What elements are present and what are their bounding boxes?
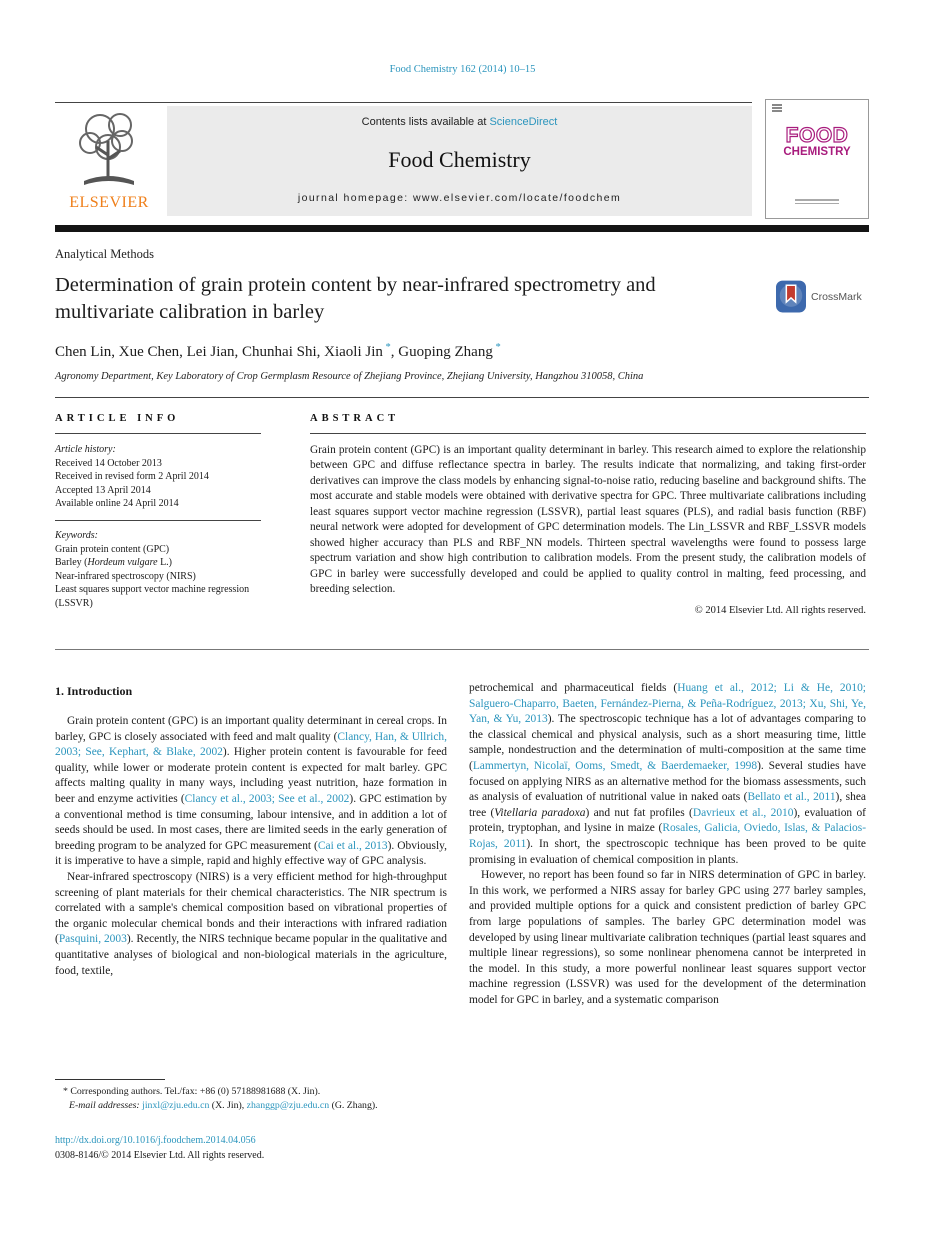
text-run: Near-infrared spectroscopy (NIRS) is a very efficient method for high-throughput screening of plant materials for their chemical characteristics. The NIR spectrum is correlated with a sample's chemical composition based on vibrational properties of the organic molecular chemical bonds and their interactions with infrared radiation ( (55, 870, 447, 946)
info-section-top-rule (55, 397, 869, 398)
doi-link[interactable]: http://dx.doi.org/10.1016/j.foodchem.2014.04.056 (55, 1135, 256, 1146)
history-online: Available online 24 April 2014 (55, 498, 179, 510)
body-column-right (469, 681, 866, 1008)
contents-prefix: Contents lists available at (361, 116, 490, 128)
text-run: ). Higher protein content is favourable for feed quality, while lower or moderate protein content is expected for malt barley. GPC affects malting quality in many ways, including yeast nutrition, haze formation in beer and enzyme activities ( (55, 746, 447, 805)
email2-suffix: (G. Zhang). (329, 1099, 378, 1111)
corresponding-author-note (55, 1085, 485, 1099)
crossmark-label: CrossMark (811, 290, 862, 303)
masthead-panel (167, 106, 752, 216)
inline-citation-link[interactable]: Cai et al., 2013 (317, 839, 388, 852)
text-run: Hordeum vulgare (87, 557, 158, 569)
cover-title-food: FOOD (785, 124, 849, 147)
footnote-block (55, 1079, 485, 1112)
inline-citation-link[interactable]: Bellato et al., 2011 (747, 791, 836, 804)
abstract-bottom-rule (55, 649, 869, 650)
masthead-top-rule (55, 102, 752, 103)
inline-citation-link[interactable]: Pasquini, 2003 (58, 933, 127, 946)
journal-homepage-link[interactable]: journal homepage: www.elsevier.com/locate/foodchem (297, 192, 622, 204)
email1-suffix: (X. Jin), (209, 1099, 247, 1111)
inline-citation-link[interactable]: * (382, 342, 391, 353)
article-history-label: Article history: (55, 444, 116, 455)
inline-citation-link[interactable]: Davrieux et al., 2010 (692, 806, 794, 819)
text-run: Chen Lin, Xue Chen, Lei Jian, Chunhai Shi, Xiaoli Jin (55, 344, 383, 360)
keyword-item (55, 570, 261, 584)
text-run: However, no report has been found so far in NIRS determination of GPC in barley. In this work, we performed a NIRS assay for barley GPC using 277 barley samples, and provided multiple options for a quick and consistent prediction of barley GPC from large populations of samples. The barley GPC determination model was developed by using linear multivariate calibration techniques (partial least squares and multiple linear regressions), so some nonlinear phenomena cannot be interpreted in the model. In this study, a more powerful nonlinear least squares support vector machine regression (LSSVR) was used for the development of the determination model for GPC in barley, and a systematic comparison (469, 869, 866, 1006)
crossmark-icon (776, 280, 806, 313)
footnote-star: * (63, 1086, 68, 1097)
text-run: petrochemical and pharmaceutical fields ( (469, 682, 678, 694)
article-category-label: Analytical Methods (55, 247, 154, 261)
corresponding-text: Corresponding authors. Tel./fax: +86 (0) 57188981688 (X. Jin). (67, 1086, 321, 1097)
abstract-column (310, 413, 866, 616)
text-run: ). Obviously, it is imperative to have a simple, rapid and highly effective way of GPC analysis. (55, 839, 447, 868)
contents-list-line (362, 116, 558, 128)
text-run: ), evaluation of protein, tryptophan, and lysine in maize ( (469, 806, 866, 835)
text-run: Grain protein content (GPC) (55, 543, 170, 555)
history-revised: Received in revised form 2 April 2014 (55, 471, 209, 483)
issn-copyright-line: 0308-8146/© 2014 Elsevier Ltd. All rights reserved. (55, 1150, 265, 1161)
inline-citation-link[interactable]: Clancy, Han, & Ullrich, 2003; See, Kephart, & Blake, 2002 (55, 730, 447, 759)
elsevier-logo[interactable] (55, 107, 163, 215)
elsevier-tree-icon (70, 107, 148, 193)
keywords-label: Keywords: (55, 529, 98, 541)
email-label: E-mail addresses: (69, 1099, 140, 1111)
text-run: L.) (157, 557, 173, 569)
intro-paragraph (55, 870, 447, 979)
body-column-left (55, 714, 447, 979)
intro-paragraph (469, 868, 866, 1008)
abstract-heading: ABSTRACT (310, 413, 866, 434)
text-run: Vitellaria paradoxa (494, 806, 586, 819)
history-accepted: Accepted 13 April 2014 (55, 484, 151, 496)
intro-paragraph (469, 681, 866, 868)
inline-citation-link[interactable]: Huang et al., 2012; Li & He, 2010; Salguero-Chaparro, Baeten, Fernández-Pierna, & Peña-Rodríguez, 2013; Xu, Shi, Ye, Yan, & Yu, 2013 (469, 682, 866, 726)
cover-fineprint (795, 199, 839, 206)
text-run: ) and nut fat profiles ( (585, 806, 693, 819)
text-run: Least squares support vector machine regression (LSSVR) (55, 584, 250, 609)
text-run: ), shea tree ( (469, 791, 866, 819)
text-run: ). Several studies have focused on applying NIRS as an alternative method for the biomass assessments, such as analysis of evaluation of nutritional value in naked oats ( (469, 759, 866, 804)
article-info-heading: ARTICLE INFO (55, 413, 261, 434)
text-run: ). Recently, the NIRS technique became popular in the qualitative and quantitative analyses of biological and non-biological materials in the agriculture, food, textile, (55, 933, 447, 977)
cover-title-chemistry: CHEMISTRY (783, 146, 851, 158)
keywords-divider (55, 520, 261, 521)
page-title: Determination of grain protein content by near-infrared spectrometry and multivariate calibration in barley (55, 274, 656, 323)
text-run: ). In short, the spectroscopic technique has been proved to be quite promising in evaluation of chemical composition in plants. (469, 837, 866, 866)
text-run: ). The spectroscopic technique has a lot of advantages comparing to the classical chemical and physical analysis, such as a short measuring time, little sample, nondestruction and the determination of multi-composition at the same time ( (469, 713, 866, 772)
article-info-column (55, 413, 261, 611)
author-list (55, 342, 501, 361)
keyword-item (55, 543, 261, 557)
inline-citation-link[interactable]: * (492, 342, 501, 353)
affiliation: Agronomy Department, Key Laboratory of Crop Germplasm Resource of Zhejiang Province, Zhejiang University, Hangzhou 310058, China (55, 371, 644, 382)
email-link-zhang[interactable]: zhanggp@zju.edu.cn (246, 1099, 330, 1111)
text-run: ). GPC estimation by a conventional method is time consuming, labour intensive, and in addition a lot of seeds should be used. In most cases, there are limited seeds in the early generation of breeding program to be analyzed for GPC measurement ( (55, 792, 448, 852)
text-run: , Guoping Zhang (390, 344, 493, 360)
journal-cover-thumbnail[interactable] (765, 99, 869, 219)
journal-title: Food Chemistry (388, 147, 531, 172)
text-run: Near-infrared spectroscopy (NIRS) (55, 570, 196, 582)
introduction-heading: 1. Introduction (55, 684, 133, 698)
keyword-item (55, 583, 261, 610)
email-addresses-line (55, 1099, 485, 1113)
inline-citation-link[interactable]: Clancy et al., 2003; See et al., 2002 (184, 792, 350, 805)
email-link-jin[interactable]: jinxl@zju.edu.cn (142, 1099, 210, 1111)
text-run: Barley ( (55, 557, 88, 569)
crossmark-badge[interactable] (776, 280, 862, 313)
history-received: Received 14 October 2013 (55, 457, 162, 469)
sciencedirect-link[interactable]: ScienceDirect (489, 116, 558, 128)
abstract-copyright: © 2014 Elsevier Ltd. All rights reserved. (694, 604, 866, 616)
elsevier-wordmark: ELSEVIER (69, 194, 149, 211)
cover-publisher-mark (772, 104, 782, 113)
header-divider-bar (55, 225, 869, 232)
keyword-item (55, 556, 261, 570)
inline-citation-link[interactable]: Rosales, Galicia, Oviedo, Islas, & Palacios-Rojas, 2011 (469, 822, 866, 850)
footnote-rule (55, 1079, 165, 1080)
intro-paragraph (55, 714, 447, 870)
doi-block (55, 1133, 264, 1163)
inline-citation-link[interactable]: Lammertyn, Nicolaï, Ooms, Smedt, & Baerdemaeker, 1998 (472, 759, 758, 772)
abstract-text: Grain protein content (GPC) is an important quality determinant in barley. This research aimed to explore the relationship between GPC and diffuse reflectance spectra in barley. The results indicate that normalizing, and taking first-order derivatives can improve the class models by enhancing signal-to-noise ratio, reducing baseline and background shifts. The most accurate and stable models were obtained with derivative spectra for GPC. Three multivariate calibrations including least squares support vector machine regression (LSSVR), partial least squares (PLS), and radial basis function (RBF) neural network were adopted for development of GPC determination models. The Lin_LSSVR and RBF_LSSVR models showed higher accuracy than PLS and RBF_NN models. Thirteen spectral wavelengths were found to possess large spectrum variation and show high contribution to calibration models. From the present study, the calibration models of GPC in barley were successfully developed and could be applied to quality control in malting, feed processing, and breeding selection. (310, 444, 866, 596)
text-run: Grain protein content (GPC) is an important quality determinant in cereal crops. In barley, GPC is closely associated with feed and malt quality ( (55, 715, 447, 743)
journal-citation: Food Chemistry 162 (2014) 10–15 (389, 64, 536, 75)
